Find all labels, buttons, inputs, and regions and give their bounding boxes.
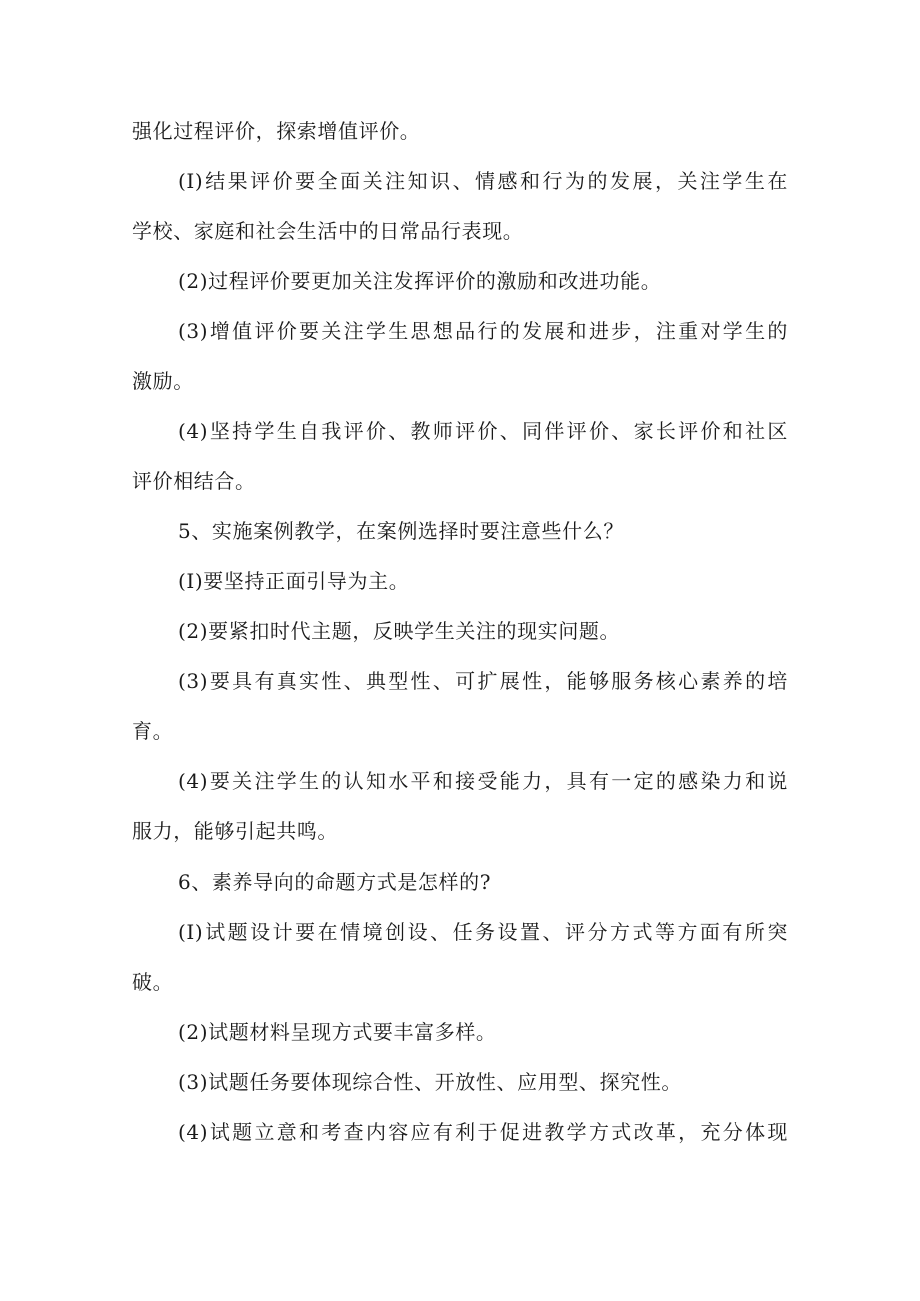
text-line: (I)要坚持正面引导为主。 bbox=[178, 569, 410, 593]
text-line: (4)要关注学生的认知水平和接受能力，具有一定的感染力和说 bbox=[178, 769, 788, 793]
text-line: (3)增值评价要关注学生思想品行的发展和进步，注重对学生的 bbox=[178, 319, 788, 343]
text-line: (I)试题设计要在情境创设、任务设置、评分方式等方面有所突 bbox=[178, 920, 788, 944]
text-line: 育。 bbox=[132, 719, 174, 743]
text-line: 激励。 bbox=[132, 369, 194, 393]
text-line: (2)试题材料呈现方式要丰富多样。 bbox=[178, 1020, 497, 1044]
text-line: (3)试题任务要体现综合性、开放性、应用型、探究性。 bbox=[178, 1070, 682, 1094]
text-line: (2)过程评价要更加关注发挥评价的激励和改进功能。 bbox=[178, 269, 662, 293]
section-heading: 5、实施案例教学，在案例选择时要注意些什么？ bbox=[178, 519, 624, 543]
text-line: 服力，能够引起共鸣。 bbox=[132, 819, 338, 843]
text-line: (4)坚持学生自我评价、教师评价、同伴评价、家长评价和社区 bbox=[178, 419, 788, 443]
text-line: (3)要具有真实性、典型性、可扩展性，能够服务核心素养的培 bbox=[178, 669, 788, 693]
text-line: 强化过程评价，探索增值评价。 bbox=[132, 119, 421, 143]
text-line: (4)试题立意和考查内容应有利于促进教学方式改革，充分体现 bbox=[178, 1120, 788, 1144]
text-line: (2)要紧扣时代主题，反映学生关注的现实问题。 bbox=[178, 619, 621, 643]
text-line: (I)结果评价要全面关注知识、情感和行为的发展，关注学生在 bbox=[178, 169, 788, 193]
section-heading: 6、素养导向的命题方式是怎样的? bbox=[178, 870, 492, 894]
text-line: 评价相结合。 bbox=[132, 469, 256, 493]
text-line: 学校、家庭和社会生活中的日常品行表现。 bbox=[132, 219, 524, 243]
text-line: 破。 bbox=[132, 970, 174, 994]
